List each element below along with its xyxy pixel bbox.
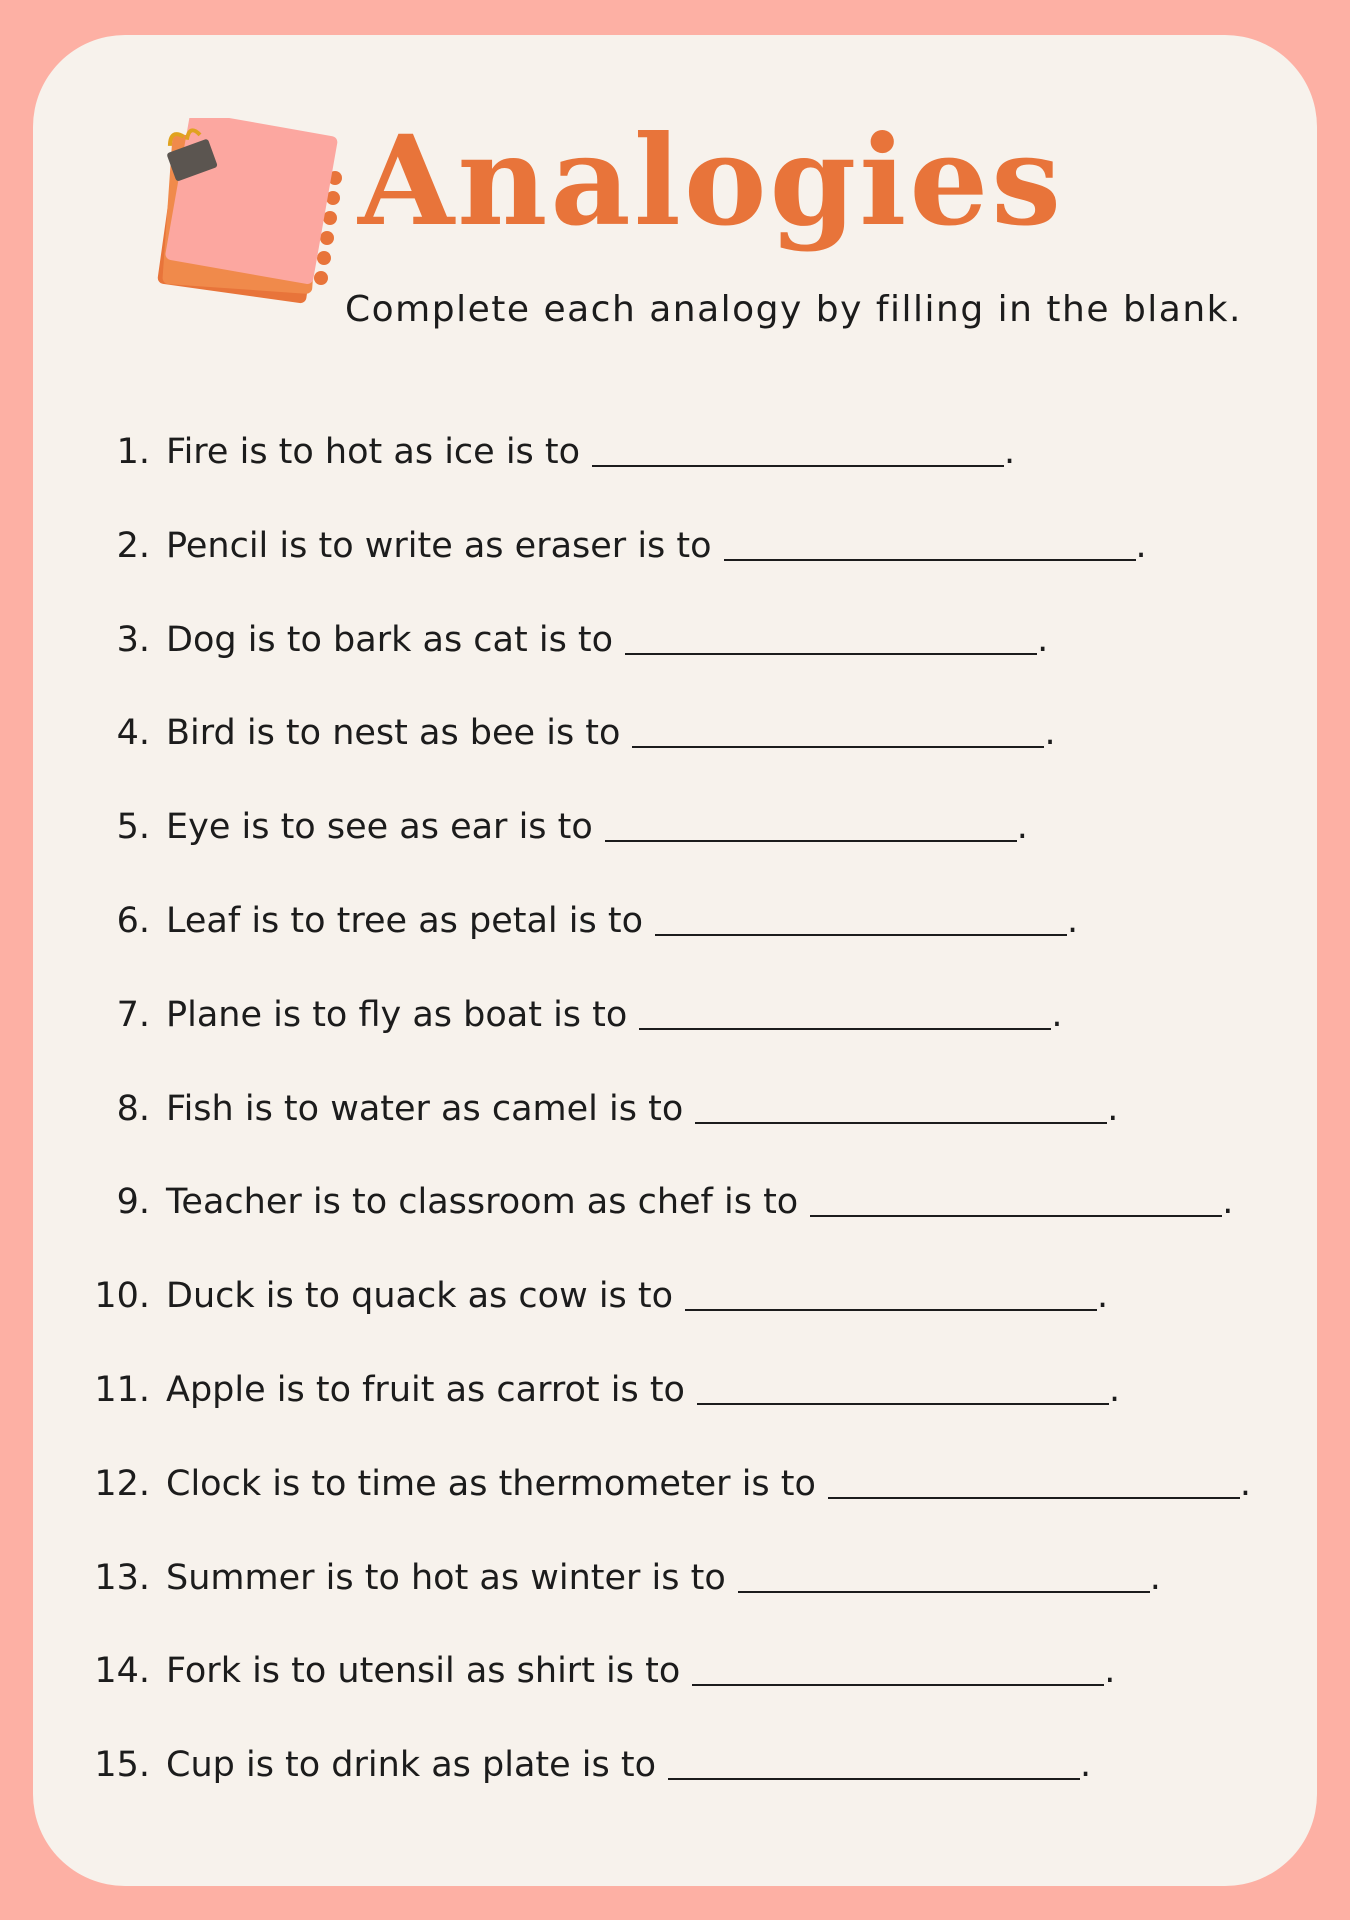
question-item <box>0 1462 1350 1556</box>
question-item <box>0 993 1350 1087</box>
question-period: . <box>1067 900 1079 941</box>
question-number: 2. <box>116 525 150 566</box>
question-period: . <box>1107 1088 1119 1129</box>
question-list <box>0 430 1350 1837</box>
question-period: . <box>1004 432 1016 472</box>
question-text: Clock is to time as thermometer is to <box>166 1463 816 1504</box>
question-item <box>0 1556 1350 1650</box>
question-period: . <box>1097 1276 1109 1317</box>
question-text: Duck is to quack as cow is to <box>166 1276 674 1317</box>
answer-blank[interactable] <box>695 1087 1107 1124</box>
question-number: 4. <box>116 713 150 754</box>
answer-blank[interactable] <box>655 899 1067 936</box>
question-text: Bird is to nest as bee is to <box>166 713 621 754</box>
worksheet-instructions: Complete each analogy by filling in the blank. <box>345 289 1242 330</box>
question-text: Apple is to fruit as carrot is to <box>166 1369 685 1410</box>
answer-blank[interactable] <box>685 1274 1097 1311</box>
question-number: 10. <box>94 1276 150 1317</box>
question-period: . <box>1222 1182 1234 1223</box>
question-text: Pencil is to write as eraser is to <box>166 525 712 566</box>
question-number: 6. <box>116 900 150 941</box>
question-period: . <box>1080 1745 1092 1786</box>
question-period: . <box>1108 1369 1121 1410</box>
question-item <box>0 1368 1350 1462</box>
question-text: Fork is to utensil as shirt is to <box>166 1651 681 1692</box>
question-period: . <box>1104 1651 1116 1692</box>
answer-blank[interactable] <box>724 524 1136 561</box>
question-period: . <box>1051 994 1063 1035</box>
question-text: Teacher is to classroom as chef is to <box>166 1182 799 1223</box>
question-text: Summer is to hot as winter is to <box>166 1557 726 1598</box>
question-item <box>0 1180 1350 1274</box>
question-item <box>0 805 1350 899</box>
question-number: 9. <box>116 1182 150 1223</box>
question-number: 15. <box>94 1745 150 1786</box>
answer-blank[interactable] <box>605 805 1017 842</box>
question-text: Fish is to water as camel is to <box>166 1088 684 1129</box>
question-period: . <box>1135 525 1147 566</box>
question-item <box>0 618 1350 712</box>
question-item <box>0 1743 1350 1837</box>
question-text: Leaf is to tree as petal is to <box>166 900 643 941</box>
worksheet-title: Analogies <box>358 109 1065 254</box>
notebook-with-binder-clip-icon <box>155 118 355 318</box>
question-number: 14. <box>94 1651 150 1692</box>
question-number: 3. <box>116 619 150 660</box>
question-text: Cup is to drink as plate is to <box>166 1745 657 1786</box>
answer-blank[interactable] <box>632 711 1044 748</box>
question-item <box>0 1274 1350 1368</box>
answer-blank[interactable] <box>828 1462 1240 1499</box>
question-number: 11. <box>94 1369 150 1410</box>
answer-blank[interactable] <box>697 1368 1109 1405</box>
question-text: Plane is to fly as boat is to <box>166 994 628 1035</box>
question-item <box>0 1087 1350 1181</box>
answer-blank[interactable] <box>810 1180 1222 1217</box>
answer-blank[interactable] <box>625 618 1037 655</box>
question-period: . <box>1016 807 1028 848</box>
question-number: 12. <box>94 1463 150 1504</box>
question-item <box>0 1649 1350 1743</box>
question-period: . <box>1239 1463 1252 1504</box>
question-item <box>0 524 1350 618</box>
question-period: . <box>1037 619 1049 660</box>
answer-blank[interactable] <box>668 1743 1080 1780</box>
question-item <box>0 711 1350 805</box>
question-item <box>0 899 1350 993</box>
question-number: 7. <box>116 994 150 1035</box>
answer-blank[interactable] <box>639 993 1051 1030</box>
question-text: Fire is to hot as ice is to <box>166 432 581 472</box>
answer-blank[interactable] <box>592 430 1004 467</box>
question-text: Eye is to see as ear is to <box>166 807 593 848</box>
answer-blank[interactable] <box>692 1649 1104 1686</box>
question-text: Dog is to bark as cat is to <box>166 619 614 660</box>
question-period: . <box>1044 713 1056 754</box>
question-number: 8. <box>116 1088 150 1129</box>
question-item <box>0 430 1350 524</box>
question-period: . <box>1149 1557 1161 1598</box>
answer-blank[interactable] <box>738 1556 1150 1593</box>
question-number: 5. <box>116 807 150 848</box>
question-number: 13. <box>94 1557 150 1598</box>
question-number: 1. <box>116 432 150 472</box>
